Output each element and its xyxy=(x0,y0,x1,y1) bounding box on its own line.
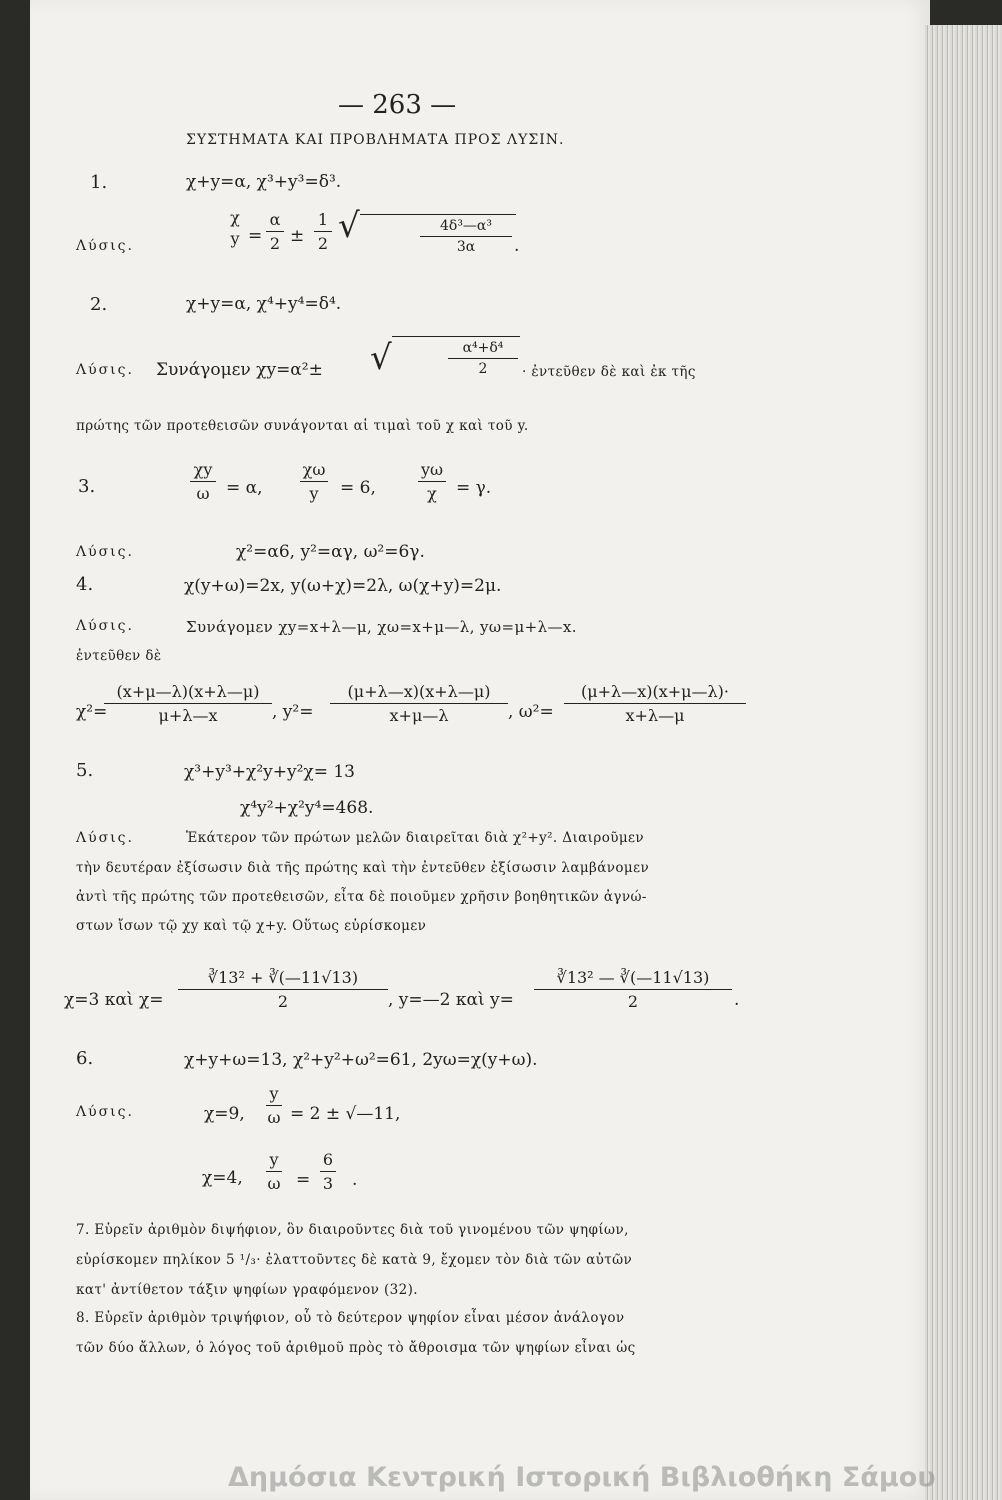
problem-1-root-fraction: 4δ³—α³ 3α xyxy=(420,218,512,255)
problem-1-half-alpha: α 2 xyxy=(266,210,284,253)
problem-3-fraction-2: χω y xyxy=(300,460,328,503)
problem-2-statement: χ+y=α, χ⁴+y⁴=δ⁴. xyxy=(186,294,342,314)
problem-5-solution-line1: Ἑκάτερον τῶν πρώτων μελῶν διαιρεῖται διὰ χ²+y². Διαιροῦμεν xyxy=(186,830,645,846)
page-number: — 263 — xyxy=(338,90,457,120)
problem-1-equals: = xyxy=(248,226,263,246)
problem-7-line1: 7. Εὑρεῖν ἀριθμὸν διψήφιον, ὃν διαιροῦντες διὰ τοῦ γινομένου τῶν ψηφίων, xyxy=(76,1222,629,1238)
problem-5-result-middle: , y=—2 καὶ y= xyxy=(388,990,514,1010)
problem-5-solution-line3: ἀντὶ τῆς πρώτης τῶν προτεθεισῶν, εἶτα δὲ ποιοῦμεν χρῆσιν βοηθητικῶν ἀγνώ- xyxy=(76,889,647,905)
problem-6-solution-2-ratio: y ω xyxy=(267,1150,281,1193)
problem-3-fraction-1: χy ω xyxy=(190,460,216,503)
problem-5-statement-1: χ³+y³+χ²y+y²χ= 13 xyxy=(184,762,355,782)
problem-1-lysis-label: Λύσις. xyxy=(76,238,134,254)
problem-6-solution-2-rhs: 6 3 xyxy=(320,1150,336,1193)
problem-6-solution-2-chi: χ=4, xyxy=(202,1168,243,1188)
problem-3-solution: χ²=α6, y²=αγ, ω²=6γ. xyxy=(236,542,425,562)
problem-6-statement: χ+y+ω=13, χ²+y²+ω²=61, 2yω=χ(y+ω). xyxy=(184,1050,538,1070)
problem-4-number: 4. xyxy=(76,574,94,595)
radical-sign: √ xyxy=(338,206,360,246)
problem-4-solution-line2: ἐντεῦθεν δὲ xyxy=(76,648,162,664)
problem-4-lysis-label: Λύσις. xyxy=(76,618,134,634)
problem-5-lysis-label: Λύσις. xyxy=(76,830,134,846)
problem-5-number: 5. xyxy=(76,760,94,781)
problem-7-line2: εὑρίσκομεν πηλίκον 5 ¹/₃· ἐλαττοῦντες δὲ κατὰ 9, ἔχομεν τὸν διὰ τῶν αὐτῶν xyxy=(76,1252,633,1268)
problem-5-result-start: χ=3 καὶ χ= xyxy=(64,990,164,1010)
page-edges xyxy=(925,25,1002,1500)
problem-3-number: 3. xyxy=(78,476,96,497)
problem-1-statement: χ+y=α, χ³+y³=δ³. xyxy=(186,172,342,192)
problem-5-statement-2: χ⁴y²+χ²y⁴=468. xyxy=(240,798,374,818)
problem-2-solution-end: · ἐντεῦθεν δὲ καὶ ἐκ τῆς xyxy=(522,364,696,380)
radical-sign: √ xyxy=(370,338,392,378)
problem-5-result-fraction-2: ∛13² — ∛(—11√13) 2 xyxy=(534,968,732,1011)
problem-2-solution-line2: πρώτης τῶν προτεθεισῶν συνάγονται αἱ τιμαὶ τοῦ χ καὶ τοῦ y. xyxy=(76,418,529,434)
problem-1-plus-minus: ± xyxy=(290,226,305,246)
problem-1-number: 1. xyxy=(90,172,108,193)
problem-6-solution-1-rhs: = 2 ± √—11, xyxy=(290,1104,401,1124)
problem-4-statement: χ(y+ω)=2x, y(ω+χ)=2λ, ω(χ+y)=2μ. xyxy=(184,576,502,596)
problem-6-number: 6. xyxy=(76,1048,94,1069)
problem-1-ratio xyxy=(228,208,242,248)
ratio-numerator: χ xyxy=(230,208,240,227)
problem-5-solution-line2: τὴν δευτέραν ἐξίσωσιν διὰ τῆς πρώτης καὶ τὴν ἐντεῦθεν ἐξίσωσιν λαμβάνομεν xyxy=(76,860,650,876)
problem-3-lysis-label: Λύσις. xyxy=(76,544,134,560)
library-watermark: Δημόσια Κεντρική Ιστορική Βιβλιοθήκη Σάμου xyxy=(228,1462,936,1493)
section-title: ΣΥΣΤΗΜΑΤΑ ΚΑΙ ΠΡΟΒΛΗΜΑΤΑ ΠΡΟΣ ΛΥΣΙΝ. xyxy=(186,132,565,148)
problem-2-root-fraction: α⁴+δ⁴ 2 xyxy=(448,340,518,377)
problem-1-half: 1 2 xyxy=(314,210,332,253)
problem-4-chi-squared: (x+μ—λ)(x+λ—μ) μ+λ—x xyxy=(104,682,272,725)
problem-6-lysis-label: Λύσις. xyxy=(76,1104,134,1120)
problem-2-number: 2. xyxy=(90,294,108,315)
problem-5-solution-line4: στων ἴσων τῷ χy καὶ τῷ χ+y. Οὕτως εὑρίσκομεν xyxy=(76,918,427,934)
problem-5-result-fraction-1: ∛13² + ∛(—11√13) 2 xyxy=(178,968,388,1011)
problem-4-solution-line1: Συνάγομεν χy=x+λ—μ, χω=x+μ—λ, yω=μ+λ—x. xyxy=(186,618,577,636)
problem-8-line2: τῶν δύο ἄλλων, ὁ λόγος τοῦ ἀριθμοῦ πρὸς τὸ ἄθροισμα τῶν ψηφίων εἶναι ὡς xyxy=(76,1340,636,1356)
problem-2-solution-start: Συνάγομεν χy=α²± xyxy=(156,360,323,380)
problem-8-line1: 8. Εὑρεῖν ἀριθμὸν τριψήφιον, οὗ τὸ δεύτερον ψηφίον εἶναι μέσον ἀνάλογον xyxy=(76,1310,625,1326)
problem-4-y-squared: (μ+λ—x)(x+λ—μ) x+μ—λ xyxy=(330,682,508,725)
problem-7-line3: κατ' ἀντίθετον τάξιν ψηφίων γραφόμενον (32). xyxy=(76,1282,418,1298)
ratio-denominator: y xyxy=(230,229,240,248)
problem-2-lysis-label: Λύσις. xyxy=(76,362,134,378)
problem-6-solution-1-chi: χ=9, xyxy=(204,1104,245,1124)
problem-3-fraction-3: yω χ xyxy=(418,460,446,503)
problem-6-solution-1-ratio: y ω xyxy=(267,1084,281,1127)
problem-4-omega-squared: (μ+λ—x)(x+μ—λ)· x+λ—μ xyxy=(564,682,746,725)
